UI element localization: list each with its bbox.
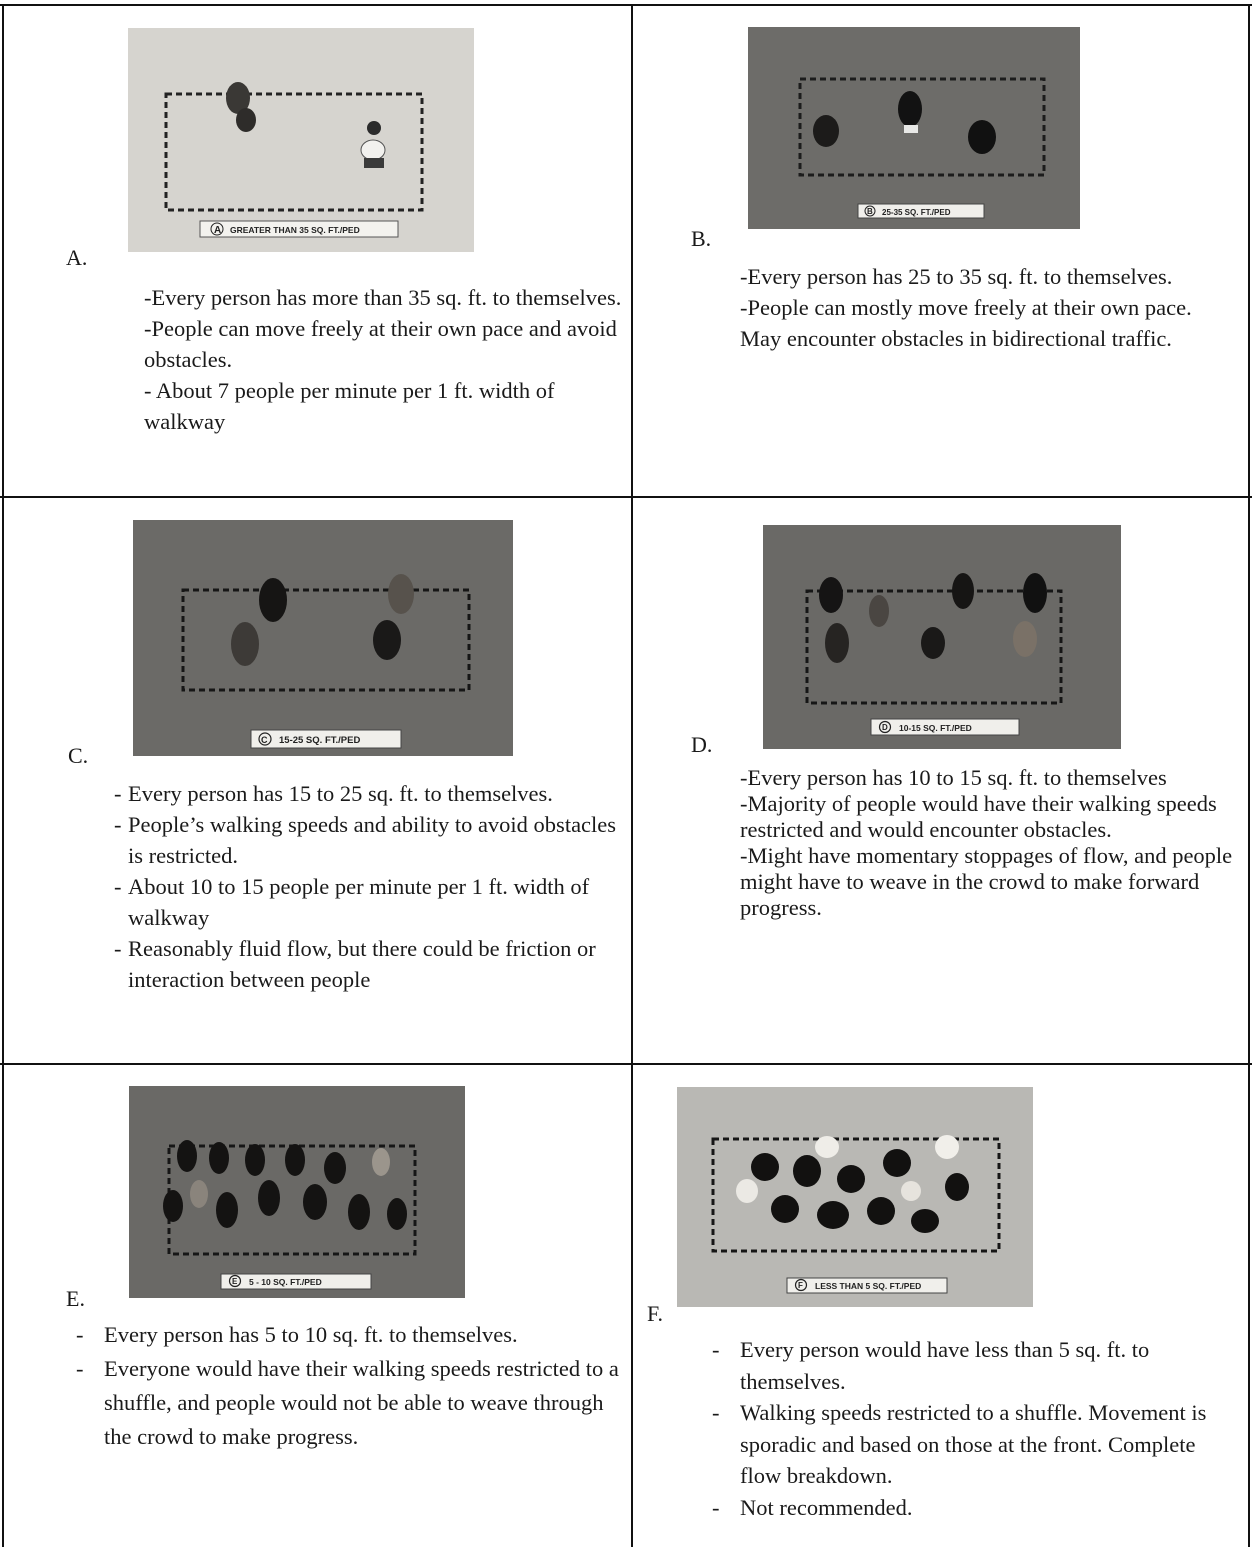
text-line: -Every person has 25 to 35 sq. ft. to themselves.	[740, 264, 1173, 289]
photo-level-e	[129, 1086, 465, 1298]
table-border-left	[2, 4, 4, 1547]
panel-text	[740, 765, 1235, 921]
text-line: -Every person has 10 to 15 sq. ft. to themselves	[740, 765, 1167, 790]
photo-caption: 10-15 SQ. FT./PED	[899, 723, 972, 733]
caption-marker: B	[867, 207, 873, 216]
panel-letter: F.	[647, 1301, 663, 1326]
table-border-top	[0, 4, 1252, 6]
table-column-divider	[631, 4, 633, 1547]
text-line: - Reasonably fluid flow, but there could be friction or interaction between people	[114, 933, 624, 995]
photo-caption: 5 - 10 SQ. FT./PED	[249, 1277, 322, 1287]
text-line: -Majority of people would have their walking speeds restricted and would encounter obstacles.	[740, 791, 1217, 842]
table-row-divider	[0, 496, 1252, 498]
text-line: -People can move freely at their own pace and avoid obstacles.	[144, 316, 617, 372]
caption-marker: C	[261, 735, 268, 745]
caption-marker: D	[882, 723, 888, 732]
text-line: -Might have momentary stoppages of flow, and people might have to weave in the crowd to make forward progress.	[740, 843, 1233, 920]
text-line: - Every person has 15 to 25 sq. ft. to themselves.	[114, 778, 624, 809]
text-line: - Not recommended.	[706, 1492, 1236, 1524]
photo-caption: GREATER THAN 35 SQ. FT./PED	[230, 225, 360, 235]
panel-letter: E.	[66, 1286, 85, 1311]
table-border-right	[1248, 497, 1250, 1547]
panel-letter: C.	[68, 743, 89, 768]
photo-caption: LESS THAN 5 SQ. FT./PED	[815, 1281, 922, 1291]
caption-marker: F	[798, 1281, 803, 1290]
text-line: -Every person has more than 35 sq. ft. to themselves.	[144, 285, 622, 310]
panel-letter: B.	[691, 226, 712, 251]
caption-marker: A	[214, 225, 222, 236]
panel-letter: A.	[66, 245, 88, 270]
table-border-right	[1248, 4, 1250, 496]
text-line: - About 10 to 15 people per minute per 1 ft. width of walkway	[114, 871, 624, 933]
panel-text	[706, 1334, 1236, 1523]
photo-level-d	[763, 525, 1121, 749]
photo-level-b	[748, 27, 1080, 229]
text-line: - People’s walking speeds and ability to avoid obstacles is restricted.	[114, 809, 624, 871]
text-line: - Walking speeds restricted to a shuffle. Movement is sporadic and based on those at the front. Complete flow breakdown.	[706, 1397, 1236, 1492]
table-row-divider	[0, 1063, 1252, 1065]
photo-level-f	[677, 1087, 1033, 1307]
panel-text	[70, 1318, 625, 1454]
panel-text	[740, 261, 1230, 354]
text-line: - About 7 people per minute per 1 ft. width of walkway	[144, 378, 555, 434]
panel-text	[144, 282, 624, 437]
text-line: - Everyone would have their walking speeds restricted to a shuffle, and people would not be able to weave through the crowd to make progress.	[70, 1352, 625, 1454]
panel-text	[114, 778, 624, 995]
photo-level-a	[128, 28, 474, 252]
text-line: - Every person has 5 to 10 sq. ft. to themselves.	[70, 1318, 625, 1352]
caption-marker: E	[232, 1277, 238, 1286]
photo-caption: 25-35 SQ. FT./PED	[882, 208, 951, 217]
photo-caption: 15-25 SQ. FT./PED	[279, 735, 361, 746]
panel-letter: D.	[691, 732, 713, 757]
photo-level-c	[133, 520, 513, 756]
text-line: -People can mostly move freely at their own pace. May encounter obstacles in bidirectional traffic.	[740, 295, 1192, 351]
text-line: - Every person would have less than 5 sq. ft. to themselves.	[706, 1334, 1236, 1397]
